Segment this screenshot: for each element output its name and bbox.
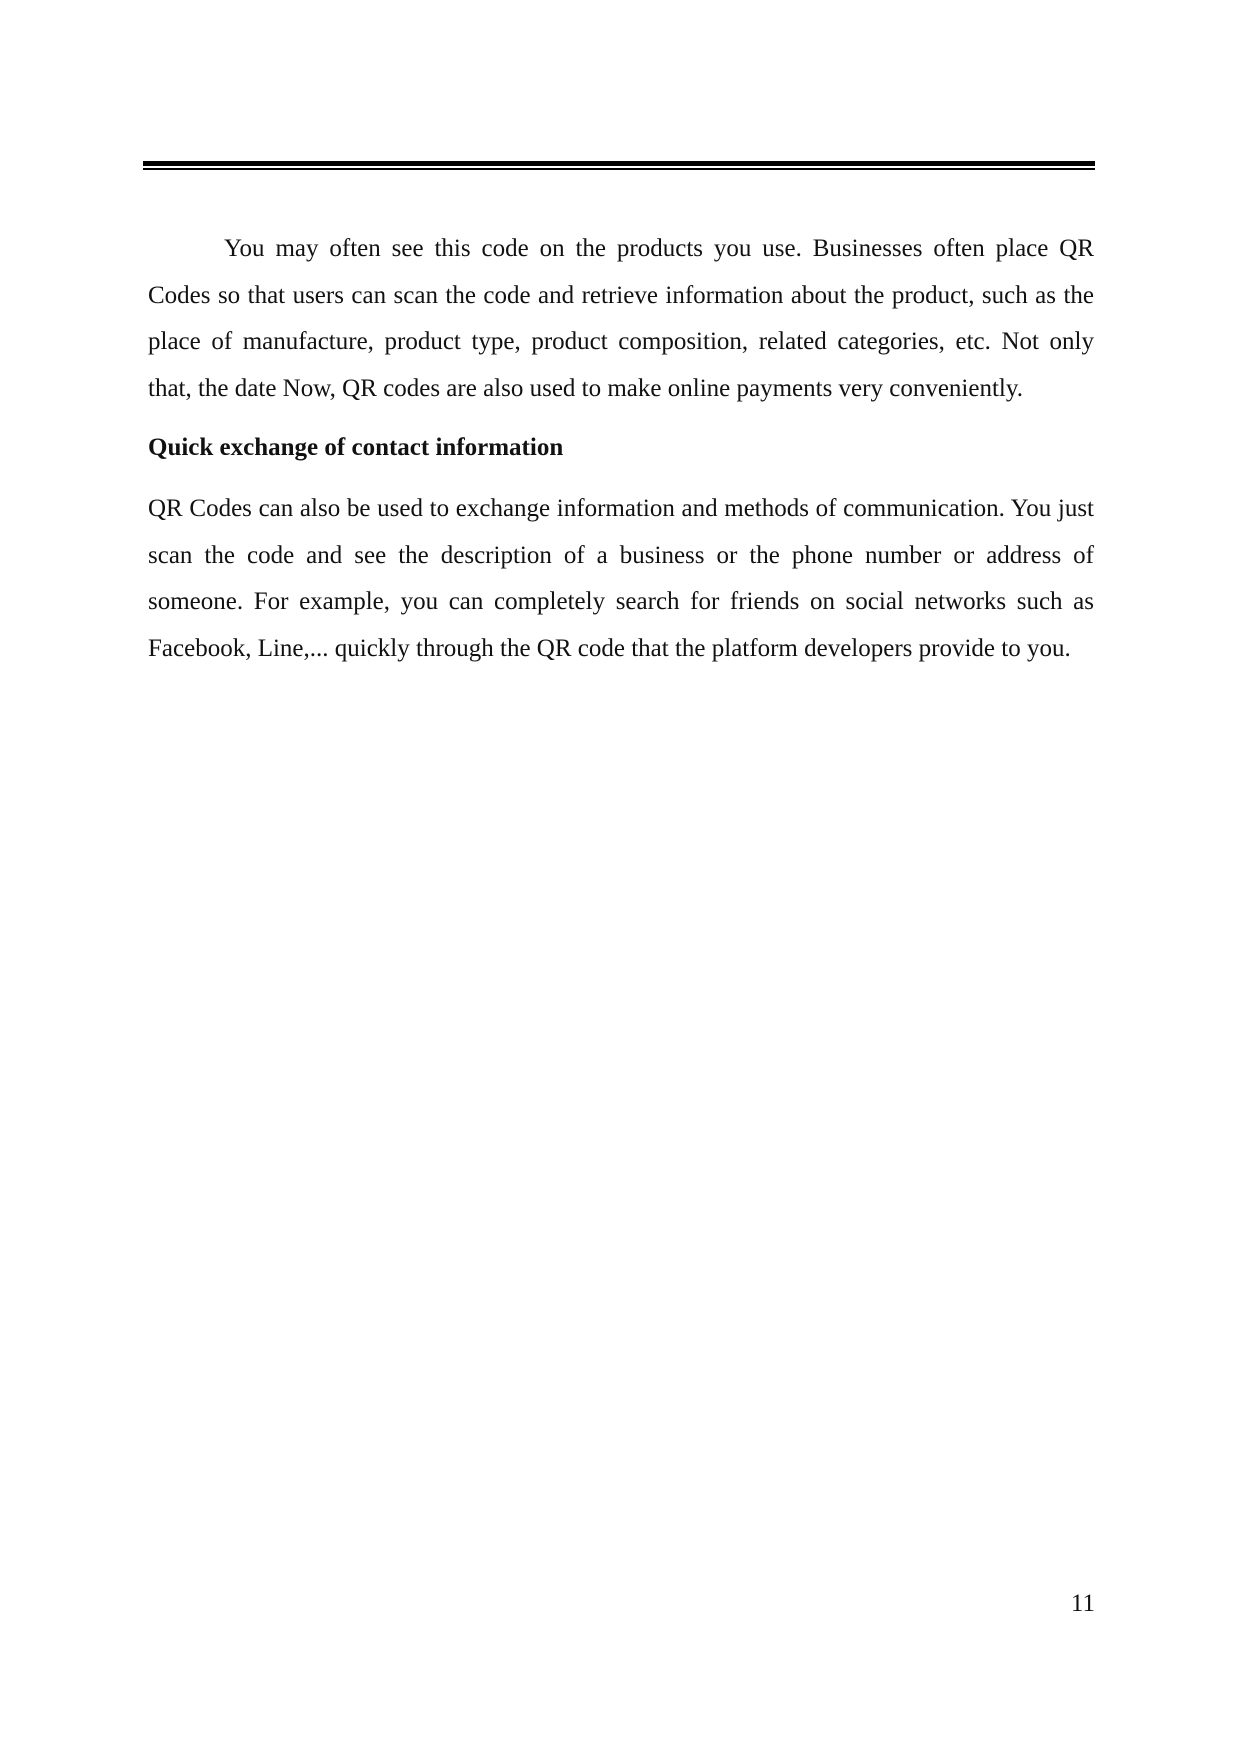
body-paragraph: You may often see this code on the products you use. Businesses often place QR Codes so that users can scan the code and retrieve information about the product, such as the place of manufacture, product type, product composition, related categories, etc. Not only that, the date Now, QR codes are also used to make online payments very conveniently. — [148, 235, 1094, 402]
section-heading: Quick exchange of contact information — [148, 434, 564, 461]
page-number: 11 — [1070, 1590, 1095, 1617]
header-rule — [143, 161, 1095, 171]
header-rule-thick — [143, 161, 1095, 166]
header-rule-thin — [143, 168, 1095, 170]
page-body — [148, 226, 1094, 672]
body-paragraph: QR Codes can also be used to exchange information and methods of communication. You just scan the code and see the description of a business or the phone number or address of someone. For example, you can completely search for friends on social networks such as Facebook, Line,... quickly through the QR code that the platform developers provide to you. — [148, 495, 1094, 662]
